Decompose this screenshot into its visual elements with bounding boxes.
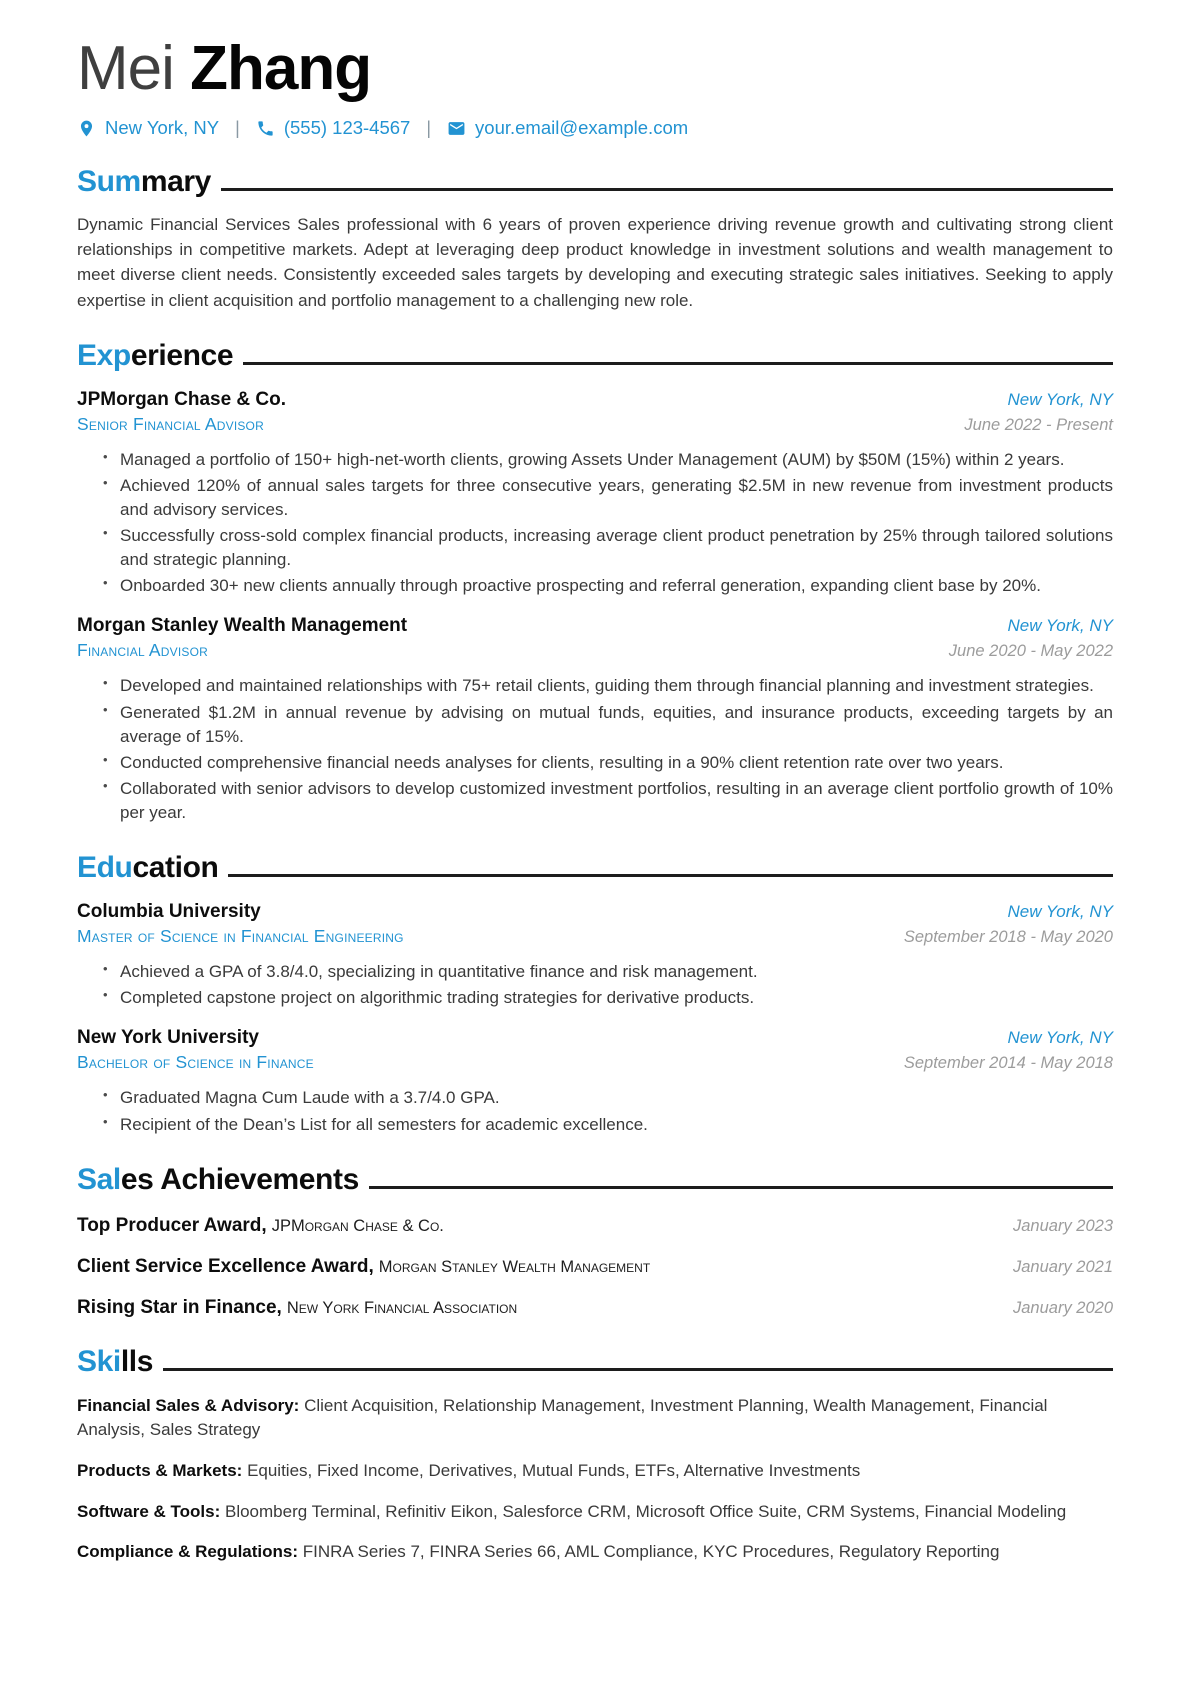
entry-dates: September 2018 - May 2020 <box>903 928 1113 947</box>
section-heading-skills <box>77 1345 1113 1378</box>
degree-name: Master of Science in Financial Engineering <box>77 926 404 947</box>
contact-email-text: your.email@example.com <box>475 117 689 139</box>
experience-entry <box>77 615 1113 825</box>
heading-rule <box>228 874 1113 877</box>
bullet-item: • Graduated Magna Cum Laude with a 3.7/4.0 GPA. <box>120 1086 1113 1110</box>
bullet-item: • Recipient of the Dean’s List for all semesters for academic excellence. <box>120 1113 1113 1137</box>
heading-accent: Sal <box>77 1162 121 1196</box>
degree-name: Bachelor of Science in Finance <box>77 1052 314 1073</box>
bullet-list <box>77 448 1113 599</box>
heading-accent: Ski <box>77 1344 121 1378</box>
bullet-item: • Completed capstone project on algorithmic trading strategies for derivative products. <box>120 986 1113 1010</box>
entry-header-row <box>77 1027 1113 1049</box>
heading-rest: mary <box>140 165 211 199</box>
heading-rule <box>243 362 1113 365</box>
entry-subheader-row <box>77 926 1113 947</box>
entry-dates: September 2014 - May 2018 <box>903 1054 1113 1073</box>
entry-subheader-row <box>77 1052 1113 1073</box>
bullet-item: • Generated $1.2M in annual revenue by advising on mutual funds, equities, and insurance products, exceeding targets by an average of 15%. <box>120 701 1113 749</box>
skill-values: Equities, Fixed Income, Derivatives, Mutual Funds, ETFs, Alternative Investments <box>247 1461 861 1480</box>
entry-location: New York, NY <box>1007 389 1113 409</box>
entry-header-row <box>77 389 1113 411</box>
skill-values: Client Acquisition, Relationship Management, Investment Planning, Wealth Management, Financial Analysis, Sales Strategy <box>77 1395 1048 1440</box>
entry-dates: June 2020 - May 2022 <box>948 642 1113 661</box>
entry-subheader-row <box>77 414 1113 435</box>
heading-rule <box>163 1368 1113 1371</box>
entry-header-row <box>77 615 1113 637</box>
contact-row <box>77 117 1113 139</box>
last-name: Zhang <box>190 34 372 103</box>
entry-subheader-row <box>77 640 1113 661</box>
skill-line <box>77 1459 1113 1484</box>
skill-category: Software & Tools: <box>77 1501 221 1521</box>
heading-accent: Edu <box>77 851 133 885</box>
heading-rest: lls <box>120 1344 153 1378</box>
section-achievements <box>77 1163 1113 1319</box>
summary-paragraph: Dynamic Financial Services Sales professional with 6 years of proven experience driving revenue growth and cultivating strong client relationships in competitive markets. Adept at leveraging deep product knowledge in investment solutions and wealth management to meet diverse client needs. Consistently exceeded sales targets by developing and executing strategic sales initiatives. Seeking to apply expertise in client acquisition and portfolio management to a challenging new role. <box>77 215 1113 310</box>
heading-rest: cation <box>132 851 219 885</box>
education-entry <box>77 901 1113 1010</box>
section-education <box>77 851 1113 1137</box>
skill-values: Bloomberg Terminal, Refinitiv Eikon, Salesforce CRM, Microsoft Office Suite, CRM Systems, Financial Modeling <box>224 1501 1067 1521</box>
first-name: Mei <box>77 34 174 103</box>
heading-rule <box>369 1186 1113 1189</box>
bullet-item: • Managed a portfolio of 150+ high-net-worth clients, growing Assets Under Management (AUM) by $50M (15%) within 2 years. <box>120 448 1113 472</box>
school-name: New York University <box>77 1027 259 1049</box>
achievement-label <box>77 1215 444 1237</box>
contact-separator: | <box>235 117 240 138</box>
achievement-date: January 2021 <box>1013 1257 1113 1276</box>
bullet-item: • Onboarded 30+ new clients annually through proactive prospecting and referral generation, expanding client base by 20%. <box>120 574 1113 598</box>
contact-phone-text: (555) 123-4567 <box>283 117 411 139</box>
entry-header-row <box>77 901 1113 923</box>
bullet-item: • Collaborated with senior advisors to develop customized investment portfolios, resulting in an average client portfolio growth of 10% per year. <box>120 777 1113 825</box>
achievement-label <box>77 1297 517 1319</box>
bullet-item: • Achieved a GPA of 3.8/4.0, specializing in quantitative finance and risk management. <box>120 960 1113 984</box>
bullet-item: • Conducted comprehensive financial needs analyses for clients, resulting in a 90% client retention rate over two years. <box>120 751 1113 775</box>
achievement-title: Rising Star in Finance, <box>77 1296 282 1318</box>
envelope-icon <box>447 119 466 138</box>
contact-phone <box>256 117 411 139</box>
achievement-title: Client Service Excellence Award, <box>77 1255 374 1277</box>
skill-line <box>77 1394 1113 1443</box>
section-heading-summary <box>77 165 1113 198</box>
achievement-row <box>77 1297 1113 1319</box>
heading-rest: es Achievements <box>120 1162 359 1196</box>
heading-rule <box>221 188 1113 191</box>
achievement-label <box>77 1256 650 1278</box>
entry-dates: June 2022 - Present <box>964 415 1113 434</box>
achievement-row <box>77 1256 1113 1278</box>
achievement-org: JPMorgan Chase & Co. <box>271 1216 444 1235</box>
phone-icon <box>256 119 275 138</box>
section-skills <box>77 1345 1113 1565</box>
bullet-list <box>77 674 1113 825</box>
contact-separator: | <box>426 117 432 138</box>
job-title: Senior Financial Advisor <box>77 413 264 434</box>
section-heading-achievements <box>77 1163 1113 1196</box>
skill-category: Financial Sales & Advisory: <box>77 1395 300 1415</box>
bullet-list <box>77 960 1113 1010</box>
bullet-item: • Developed and maintained relationships with 75+ retail clients, guiding them through financial planning and investment strategies. <box>120 674 1113 698</box>
contact-email <box>447 117 688 139</box>
resume-header <box>77 36 1113 139</box>
heading-accent: Sum <box>77 165 141 199</box>
section-heading-experience <box>77 339 1113 372</box>
school-name: Columbia University <box>77 901 261 923</box>
skill-category: Products & Markets: <box>77 1461 243 1480</box>
section-summary <box>77 165 1113 313</box>
job-title: Financial Advisor <box>77 640 209 661</box>
heading-rest: erience <box>130 338 234 372</box>
entry-location: New York, NY <box>1007 1028 1113 1048</box>
contact-location-text: New York, NY <box>105 117 220 139</box>
achievement-org: Morgan Stanley Wealth Management <box>378 1257 651 1276</box>
achievement-org: New York Financial Association <box>286 1298 518 1317</box>
bullet-item: • Successfully cross-sold complex financial products, increasing average client product penetration by 25% through tailored solutions and strategic planning. <box>120 524 1113 572</box>
location-pin-icon <box>77 119 96 138</box>
heading-accent: Exp <box>77 338 131 372</box>
entry-location: New York, NY <box>1007 902 1113 922</box>
skill-line <box>77 1500 1113 1525</box>
contact-location <box>77 117 219 139</box>
achievement-date: January 2023 <box>1013 1216 1113 1235</box>
section-heading-education <box>77 851 1113 884</box>
company-name: Morgan Stanley Wealth Management <box>77 615 408 637</box>
skill-line <box>77 1540 1113 1565</box>
skill-values: FINRA Series 7, FINRA Series 66, AML Compliance, KYC Procedures, Regulatory Reporting <box>302 1542 1000 1562</box>
achievement-row <box>77 1215 1113 1237</box>
company-name: JPMorgan Chase & Co. <box>77 388 287 410</box>
bullet-list <box>77 1086 1113 1136</box>
candidate-name <box>77 36 1113 101</box>
achievement-title: Top Producer Award, <box>77 1214 267 1236</box>
achievement-date: January 2020 <box>1013 1298 1113 1317</box>
education-entry <box>77 1027 1113 1136</box>
skill-category: Compliance & Regulations: <box>77 1542 299 1562</box>
bullet-item: • Achieved 120% of annual sales targets for three consecutive years, generating $2.5M in new revenue from investment products and advisory services. <box>120 474 1113 522</box>
entry-location: New York, NY <box>1007 616 1113 636</box>
experience-entry <box>77 389 1113 599</box>
section-experience <box>77 339 1113 826</box>
